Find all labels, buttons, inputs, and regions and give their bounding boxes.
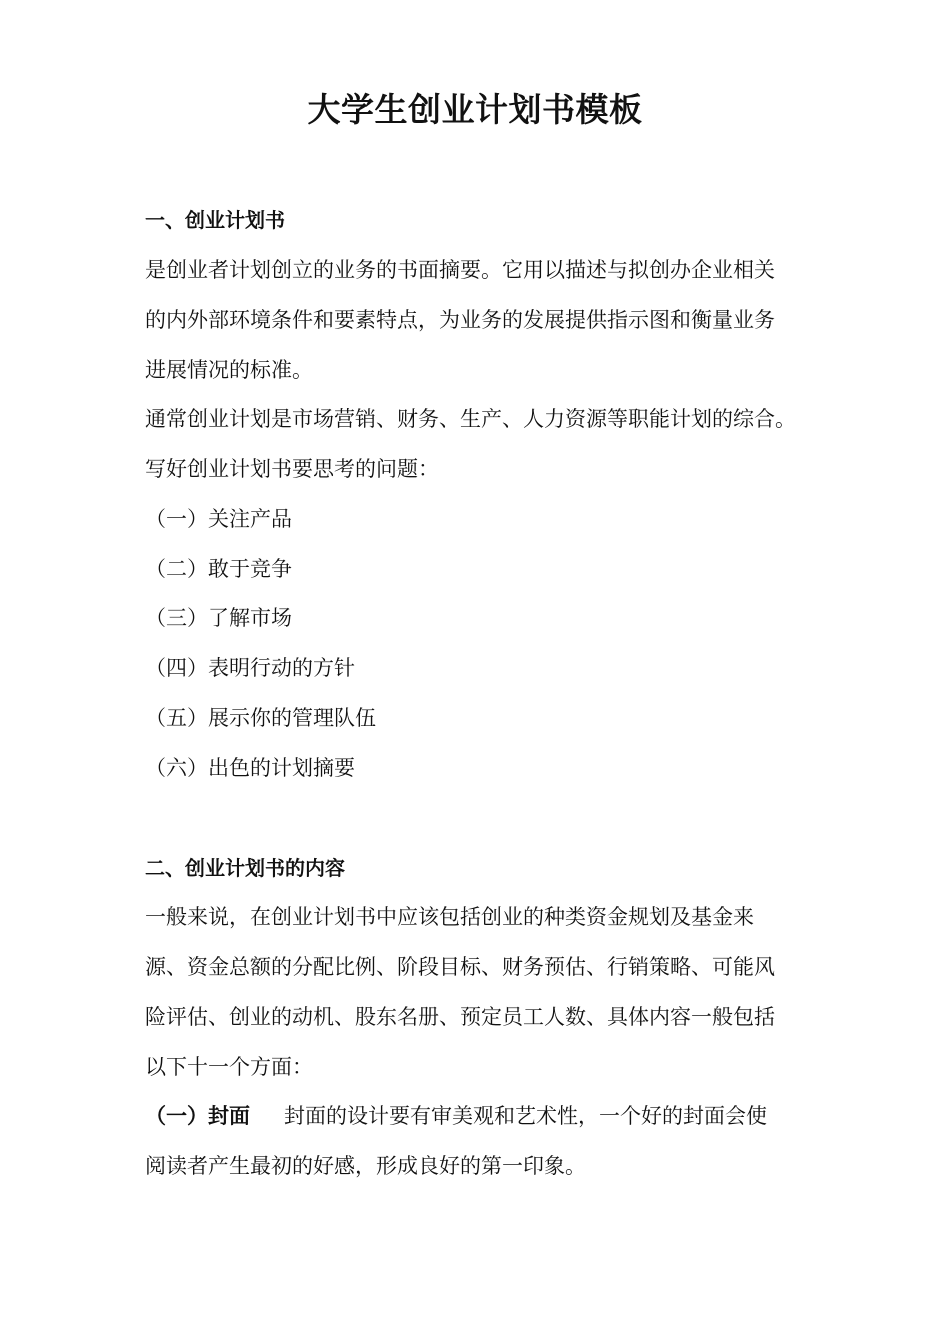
cover-text: 封面的设计要有审美观和艺术性，一个好的封面会使 [284, 1104, 767, 1128]
list-item: （四）表明行动的方针 [145, 656, 355, 680]
paragraph-line: 以下十一个方面： [145, 1055, 313, 1079]
paragraph-line: 的内外部环境条件和要素特点，为业务的发展提供指示图和衡量业务 [145, 308, 775, 332]
list-item: （六）出色的计划摘要 [145, 756, 355, 780]
paragraph-line: 一般来说，在创业计划书中应该包括创业的种类资金规划及基金来 [145, 905, 754, 929]
paragraph-line: 进展情况的标准。 [145, 358, 313, 382]
section-1-heading: 一、创业计划书 [145, 208, 285, 232]
paragraph-line: 源、资金总额的分配比例、阶段目标、财务预估、行销策略、可能风 [145, 955, 775, 979]
list-item: （一）关注产品 [145, 507, 292, 531]
paragraph-line: 通常创业计划是市场营销、财务、生产、人力资源等职能计划的综合。 [145, 407, 796, 431]
list-item: （二）敢于竞争 [145, 557, 292, 581]
paragraph-line: 阅读者产生最初的好感，形成良好的第一印象。 [145, 1154, 586, 1178]
paragraph-line: 是创业者计划创立的业务的书面摘要。它用以描述与拟创办企业相关 [145, 258, 775, 282]
section-2-heading: 二、创业计划书的内容 [145, 856, 345, 880]
paragraph-line: 写好创业计划书要思考的问题： [145, 457, 439, 481]
list-item: （五）展示你的管理队伍 [145, 706, 376, 730]
cover-paragraph [145, 1101, 767, 1131]
list-item: （三）了解市场 [145, 606, 292, 630]
paragraph-line: 险评估、创业的动机、股东名册、预定员工人数、具体内容一般包括 [145, 1005, 775, 1029]
cover-label: （一）封面 [145, 1104, 250, 1128]
document-title: 大学生创业计划书模板 [307, 90, 643, 129]
